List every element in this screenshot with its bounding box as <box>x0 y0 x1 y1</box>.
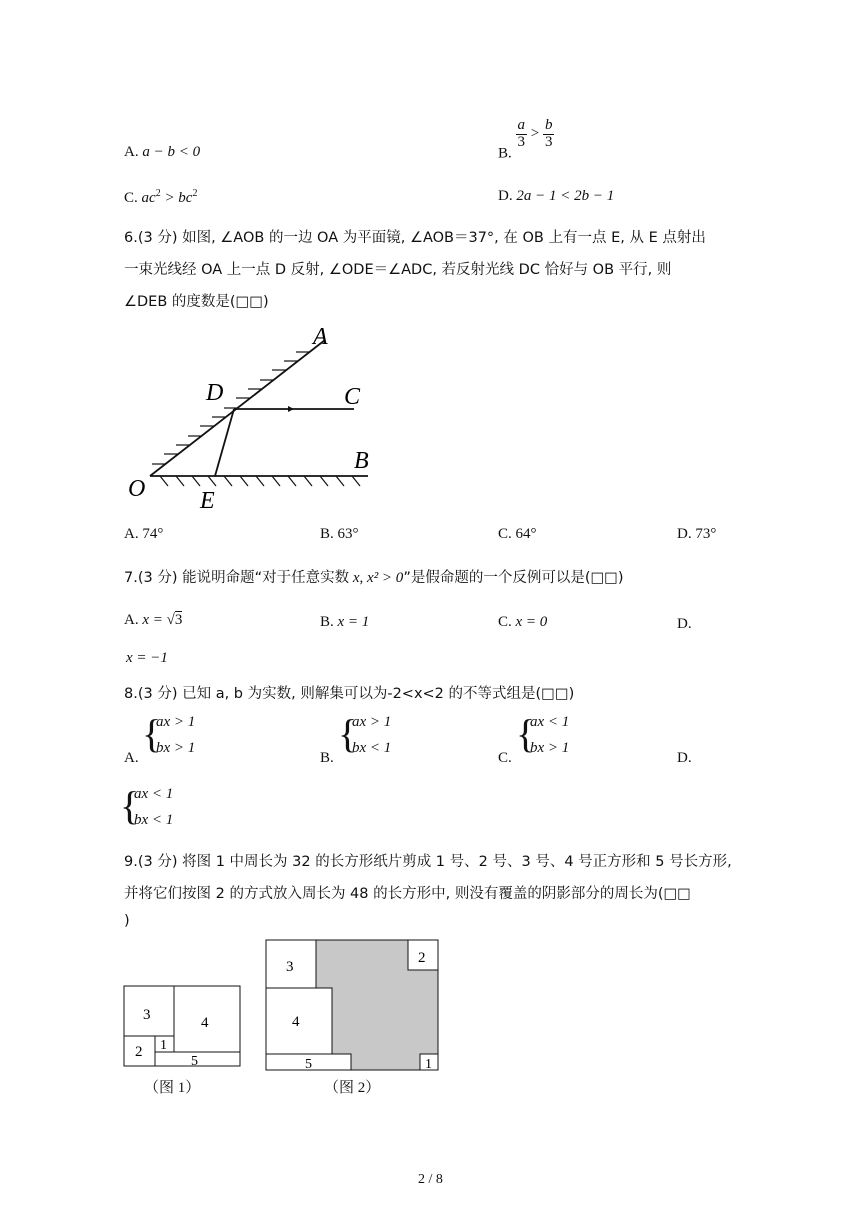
q7-option-c: C. x = 0 <box>498 614 548 630</box>
q6-mirror-figure <box>120 318 390 518</box>
q9-figure-1-caption: （图 1） <box>144 1080 201 1096</box>
option-expression: $ac^2 > bc^2$ <box>141 188 198 206</box>
q8-option-c-label: C. <box>498 750 512 766</box>
q7-option-a: A. x = √3 <box>124 612 183 628</box>
fig2-label-3: 3 <box>286 959 294 975</box>
q6-option-c: C. 64° <box>498 526 537 542</box>
fraction-a-over-3: $\frac{a}{3}$ <box>517 117 526 150</box>
q9-line-1: 9.(3 分) 将图 1 中周长为 32 的长方形纸片剪成 1 号、2 号、3 号、4 号正方形和 5 号长方形, <box>124 854 732 870</box>
fig1-label-4: 4 <box>201 1015 209 1031</box>
brace-icon: { <box>120 783 140 828</box>
q9-line-3: ) <box>124 913 130 929</box>
q6-option-d: D. 73° <box>677 526 717 542</box>
q6-line-3: ∠DEB 的度数是(□□) <box>124 294 269 310</box>
mirror-hatching <box>152 352 310 464</box>
q8-option-b-label: B. <box>320 750 334 766</box>
option-expression: a − b < 0 <box>142 144 201 160</box>
label-d: D <box>206 380 224 406</box>
fraction-b-over-3: $\frac{b}{3}$ <box>544 117 553 150</box>
q5-option-c <box>124 188 197 207</box>
q9-figure-2-caption: （图 2） <box>324 1080 381 1096</box>
brace-icon: { <box>516 711 536 756</box>
proposition-expression: x² > 0 <box>367 570 404 586</box>
q7-option-d-label: D. <box>677 616 692 632</box>
q5-option-b <box>498 118 554 163</box>
q7-stem: 7.(3 分) 能说明命题“对于任意实数 x, x² > 0”是假命题的一个反例可以是(□□) <box>124 570 624 586</box>
q5-option-d <box>498 188 614 205</box>
greater-than: > <box>530 125 540 142</box>
ray-arrow-icon <box>288 406 294 412</box>
q8-option-d-system: { ax < 1 bx < 1 <box>120 783 174 828</box>
fig2-label-1: 1 <box>425 1057 432 1072</box>
label-e: E <box>200 488 215 514</box>
label-o: O <box>128 476 146 502</box>
q7-option-b: B. x = 1 <box>320 614 370 630</box>
q8-option-d-label: D. <box>677 750 692 766</box>
brace-icon: { <box>142 711 162 756</box>
q6-option-a: A. 74° <box>124 526 164 542</box>
q9-figure-2 <box>264 938 442 1074</box>
option-label: C. <box>124 190 138 206</box>
q8-option-b-system: { ax > 1 bx < 1 <box>338 711 392 756</box>
fig2-label-5: 5 <box>305 1057 312 1072</box>
q8-option-c-system: { ax < 1 bx > 1 <box>516 711 570 756</box>
option-expression: 2a − 1 < 2b − 1 <box>516 188 615 204</box>
q9-line-2: 并将它们按图 2 的方式放入周长为 48 的长方形中, 则没有覆盖的阴影部分的周长为(□□ <box>124 886 691 902</box>
fig2-label-2: 2 <box>418 950 426 966</box>
ob-hatching <box>160 476 360 486</box>
option-label: D. <box>498 188 513 204</box>
fig1-label-5: 5 <box>191 1054 198 1069</box>
page-number: 2 / 8 <box>418 1172 443 1187</box>
fig1-label-2: 2 <box>135 1044 143 1060</box>
fig1-label-3: 3 <box>143 1007 151 1023</box>
brace-icon: { <box>338 711 358 756</box>
label-b: B <box>354 448 369 474</box>
sqrt-icon: √ <box>166 612 175 628</box>
option-label: A. <box>124 144 139 160</box>
fig1-label-1: 1 <box>160 1038 167 1053</box>
q8-option-a-label: A. <box>124 750 139 766</box>
q7-option-d-expr: x = −1 <box>126 650 168 666</box>
q5-option-a <box>124 144 200 161</box>
label-c: C <box>344 384 361 410</box>
fig2-label-4: 4 <box>292 1014 300 1030</box>
label-a: A <box>313 324 328 350</box>
q6-line-1: 6.(3 分) 如图, ∠AOB 的一边 OA 为平面镜, ∠AOB＝37°, 在 OB 上有一点 E, 从 E 点射出 <box>124 230 706 246</box>
q8-option-a-system: { ax > 1 bx > 1 <box>142 711 196 756</box>
q9-figure-1 <box>122 984 244 1070</box>
option-label: B. <box>498 145 512 162</box>
q6-option-b: B. 63° <box>320 526 359 542</box>
q8-stem: 8.(3 分) 已知 a, b 为实数, 则解集可以为-2<x<2 的不等式组是(□□) <box>124 686 575 702</box>
q6-line-2: 一束光线经 OA 上一点 D 反射, ∠ODE＝∠ADC, 若反射光线 DC 恰好与 OB 平行, 则 <box>124 262 672 278</box>
